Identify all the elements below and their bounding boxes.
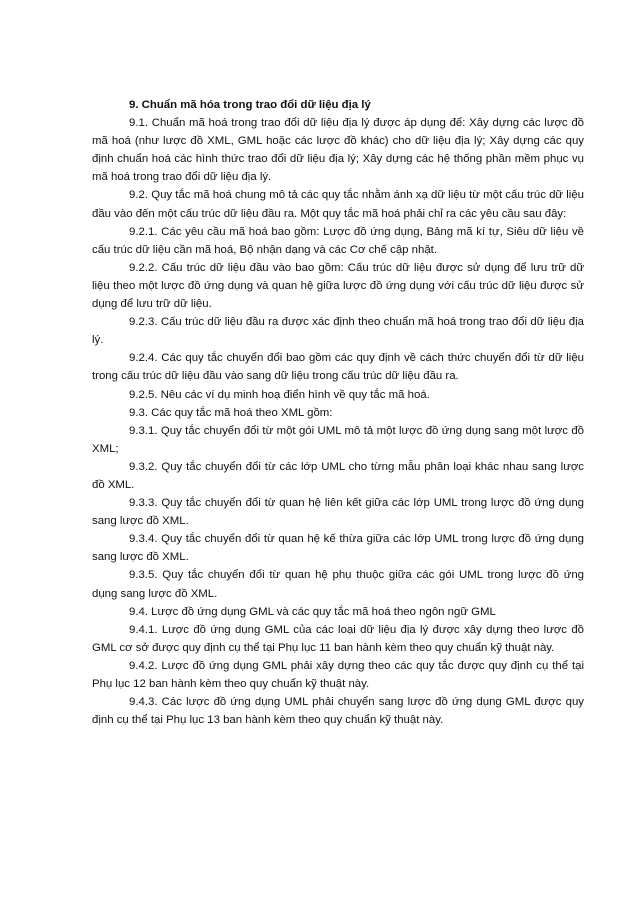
paragraph-9-3: 9.3. Các quy tắc mã hoá theo XML gồm: [129, 406, 333, 419]
paragraph-9-2-1: 9.2.1. Các yêu cầu mã hoá bao gồm: Lược đồ ứng dụng, Bảng mã kí tự, Siêu dữ liệu về cấu trúc dữ liệu cần mã hoá, Bộ nhận dạng và các Cơ chế cập nhật. [92, 225, 584, 256]
paragraph-9-4-2: 9.4.2. Lược đồ ứng dụng GML phải xây dựng theo các quy tắc được quy định cụ thể tại Phụ lục 12 ban hành kèm theo quy chuẩn kỹ thuật này. [92, 659, 584, 690]
paragraph-9-3-5: 9.3.5. Quy tắc chuyển đổi từ quan hệ phụ thuộc giữa các gói UML trong lược đồ ứng dụng sang lược đồ XML. [92, 569, 584, 600]
section-heading: 9. Chuẩn mã hóa trong trao đổi dữ liệu địa lý [129, 99, 371, 111]
paragraph-9-2: 9.2. Quy tắc mã hoá chung mô tả các quy tắc nhằm ánh xạ dữ liệu từ một cấu trúc dữ liệu đầu vào đến một cấu trúc dữ liệu đầu ra. Một quy tắc mã hoá phải chỉ ra các yêu cầu sau đây: [92, 189, 584, 220]
paragraph-9-2-4: 9.2.4. Các quy tắc chuyển đổi bao gồm các quy định về cách thức chuyển đổi từ dữ liệu trong cấu trúc dữ liệu đầu vào sang dữ liệu trong cấu trúc dữ liệu đầu ra. [92, 352, 584, 383]
paragraph-9-2-5: 9.2.5. Nêu các ví dụ minh hoạ điển hình về quy tắc mã hoá. [129, 388, 430, 401]
paragraph-9-2-2: 9.2.2. Cấu trúc dữ liệu đầu vào bao gồm: Cấu trúc dữ liệu được sử dụng để lưu trữ dữ liệu theo một lược đồ ứng dụng và quan hệ giữa lược đồ ứng dụng với cấu trúc dữ liệu được sử dụng để lưu trữ dữ liệu. [92, 261, 584, 311]
paragraph-9-4: 9.4. Lược đồ ứng dụng GML và các quy tắc mã hoá theo ngôn ngữ GML [129, 605, 496, 618]
paragraph-9-1: 9.1. Chuẩn mã hoá trong trao đổi dữ liệu địa lý được áp dụng để: Xây dựng các lược đồ mã hoá (như lược đồ XML, GML hoặc các lược đồ khác) cho dữ liệu địa lý; Xây dựng các quy định chuẩn hoá các hình thức trao đổi dữ liệu địa lý; Xây dựng các hệ thống phần mềm phục vụ mã hoá trong trao đổi dữ liệu địa lý. [92, 117, 584, 184]
paragraph-9-3-4: 9.3.4. Quy tắc chuyển đổi từ quan hệ kế thừa giữa các lớp UML trong lược đồ ứng dụng sang lược đồ XML. [92, 533, 584, 564]
paragraph-9-3-3: 9.3.3. Quy tắc chuyển đổi từ quan hệ liên kết giữa các lớp UML trong lược đồ ứng dụng sang lược đồ XML. [92, 497, 584, 528]
paragraph-9-2-3: 9.2.3. Cấu trúc dữ liệu đầu ra được xác định theo chuẩn mã hoá trong trao đổi dữ liệu địa lý. [92, 316, 584, 347]
paragraph-9-3-1: 9.3.1. Quy tắc chuyển đổi từ một gói UML mô tả một lược đồ ứng dụng sang một lược đồ XML; [92, 424, 584, 455]
paragraph-9-4-1: 9.4.1. Lược đồ ứng dụng GML của các loại dữ liệu địa lý được xây dựng theo lược đồ GML cơ sở được quy định cụ thể tại Phụ lục 11 ban hành kèm theo quy chuẩn kỹ thuật này. [92, 623, 584, 654]
paragraph-9-4-3: 9.4.3. Các lược đồ ứng dụng UML phải chuyển sang lược đồ ứng dụng GML được quy định cụ thể tại Phụ lục 13 ban hành kèm theo quy chuẩn kỹ thuật này. [92, 696, 584, 727]
document-page [92, 96, 584, 729]
paragraph-9-3-2: 9.3.2. Quy tắc chuyển đổi từ các lớp UML cho từng mẫu phân loại khác nhau sang lược đồ XML. [92, 460, 584, 491]
